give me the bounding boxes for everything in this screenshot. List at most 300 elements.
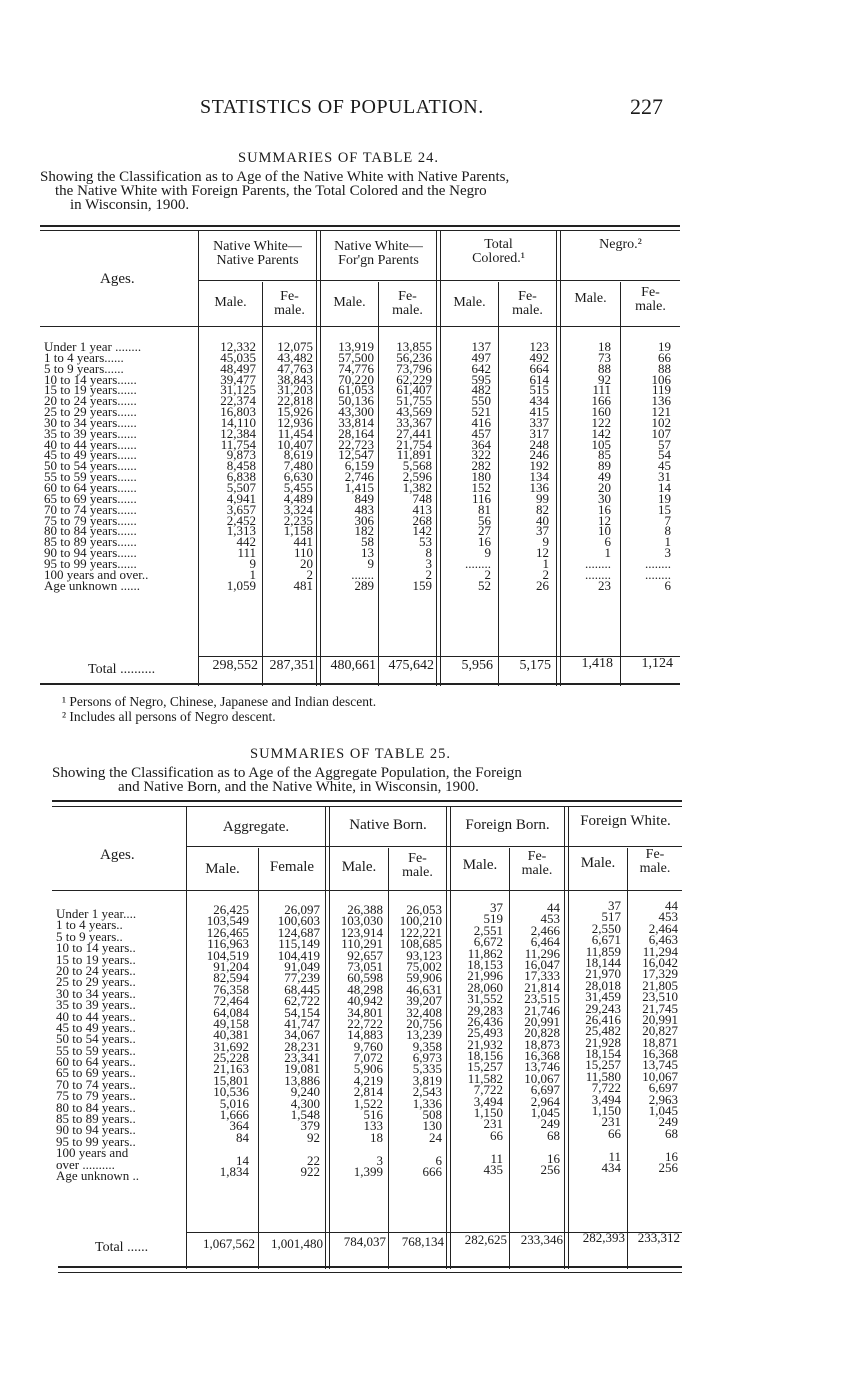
table-cell: 3 <box>376 1152 383 1168</box>
table-cell: 2,963 <box>648 1091 678 1107</box>
table-cell: 102 <box>651 414 671 430</box>
table-cell: 23,515 <box>524 991 560 1007</box>
age-label: 35 to 39 years.. <box>56 997 136 1013</box>
table-cell: 1,666 <box>219 1107 249 1123</box>
table-cell: 49,158 <box>213 1015 249 1031</box>
table-cell: 123 <box>529 339 549 354</box>
table-cell: 37 <box>536 523 549 539</box>
table-cell: 364 <box>229 1118 249 1134</box>
table-cell: 45,035 <box>220 349 256 365</box>
table-cell: 105 <box>591 436 611 452</box>
table-cell: 2 <box>425 566 432 582</box>
table-cell: 12 <box>536 545 549 561</box>
table-cell: 40,381 <box>213 1027 249 1043</box>
table-cell: 66 <box>658 349 671 365</box>
table-cell: 453 <box>658 909 678 925</box>
table-cell: 9,240 <box>290 1084 320 1100</box>
header-female: Fe- male. <box>635 285 666 314</box>
table-cell: 1,059 <box>226 577 256 593</box>
table-cell: 34,801 <box>347 1004 383 1020</box>
total-value: 1,418 <box>581 656 613 671</box>
table-cell: 18,871 <box>642 1034 678 1050</box>
table-cell: 666 <box>422 1163 442 1179</box>
table-cell: 435 <box>483 1161 503 1177</box>
header-bottom-rule <box>52 890 682 891</box>
table-cell: 492 <box>529 349 549 365</box>
table-cell: 21,814 <box>524 979 560 995</box>
table-cell: 4,489 <box>283 490 313 506</box>
age-label: 30 to 34 years.. <box>56 985 136 1001</box>
table-cell: 18,144 <box>585 954 621 970</box>
table-cell: 152 <box>471 479 491 495</box>
table-cell: 231 <box>601 1114 621 1130</box>
total-value: 5,956 <box>461 658 493 673</box>
header-female: Female <box>269 859 315 875</box>
table-cell: 56 <box>478 512 491 528</box>
table-cell: 5,568 <box>402 458 432 474</box>
table-cell: 15,801 <box>213 1072 249 1088</box>
table-cell: 20 <box>598 479 611 495</box>
table-cell: 51,755 <box>396 393 432 409</box>
table-cell: 13,239 <box>406 1027 442 1043</box>
table-cell: 6,838 <box>226 469 256 485</box>
table-25-title: SUMMARIES OF TABLE 25. <box>250 746 452 762</box>
header-female: Fe- male. <box>392 289 423 318</box>
table-cell: 16,042 <box>642 954 678 970</box>
table-cell: 180 <box>471 469 491 485</box>
table-cell: 6,973 <box>412 1050 442 1066</box>
age-label: Age unknown ...... <box>44 577 141 593</box>
table-cell: 15 <box>658 501 671 517</box>
table-24-title: SUMMARIES OF TABLE 24. <box>238 150 440 166</box>
header-male: Male. <box>462 857 498 873</box>
table-cell: 483 <box>354 501 374 517</box>
table-cell: 15,257 <box>467 1059 503 1075</box>
table-cell: 20,827 <box>642 1023 678 1039</box>
age-label: 95 to 99 years...... <box>44 555 137 571</box>
table-cell: 28,018 <box>585 977 621 993</box>
table-cell: 519 <box>483 911 503 927</box>
table-cell: 64,084 <box>213 1004 249 1020</box>
table-cell <box>389 1143 442 1154</box>
table-cell: 3,324 <box>283 501 313 517</box>
table-cell: 53 <box>419 534 432 550</box>
table-cell: 26,097 <box>284 902 320 917</box>
table-cell: 29,283 <box>467 1002 503 1018</box>
table-cell: 11 <box>608 1148 621 1164</box>
header-foreign-born: Foreign Born. <box>465 817 550 833</box>
table-cell: 16,047 <box>524 956 560 972</box>
table-cell: 93,123 <box>406 947 442 963</box>
table-cell: 72,464 <box>213 993 249 1009</box>
age-label: Age unknown .. <box>56 1167 140 1183</box>
age-label: 55 to 59 years...... <box>44 469 137 485</box>
table-cell: 21,805 <box>642 977 678 993</box>
table-cell: 434 <box>529 393 549 409</box>
age-label: 20 to 24 years.. <box>56 962 136 978</box>
table-cell: 11,859 <box>585 943 621 959</box>
table-cell: 73 <box>598 349 611 365</box>
total-value: 784,037 <box>343 1234 386 1249</box>
column-foreign-white-female <box>628 900 678 1173</box>
page-number: 227 <box>630 94 663 119</box>
table-cell: 550 <box>471 393 491 409</box>
table-cell: 481 <box>293 577 313 593</box>
table-cell: 37 <box>608 898 621 913</box>
table-cell: 119 <box>651 382 671 398</box>
table-cell: 21,754 <box>396 436 432 452</box>
table-cell: 246 <box>529 447 549 463</box>
table-cell: 11,754 <box>220 436 256 452</box>
table-cell: 38,843 <box>277 371 313 387</box>
table-cell: 482 <box>471 382 491 398</box>
divider <box>556 231 557 686</box>
table-cell: 32,408 <box>406 1004 442 1020</box>
column-colored-female <box>499 339 549 593</box>
table-cell: 19 <box>658 339 671 354</box>
total-value: 5,175 <box>519 658 551 673</box>
table-cell: 103,030 <box>340 913 383 929</box>
ages-header: Ages. <box>100 271 135 287</box>
table-cell: 54,154 <box>284 1004 320 1020</box>
table-cell: 6,159 <box>344 458 374 474</box>
header-male: Male. <box>214 295 247 310</box>
age-label: 80 to 84 years...... <box>44 523 137 539</box>
table-cell: 289 <box>354 577 374 593</box>
ages-column <box>56 908 139 1181</box>
age-label: 45 to 49 years.. <box>56 1019 136 1035</box>
table-cell: 849 <box>354 490 374 506</box>
table-cell: 100,603 <box>277 913 320 929</box>
table-cell: 39,477 <box>220 371 256 387</box>
table-cell: 12,936 <box>277 414 313 430</box>
table-cell: 19 <box>658 490 671 506</box>
age-label: 15 to 19 years.. <box>56 951 136 967</box>
table-cell: 88 <box>598 360 611 376</box>
table-cell: 82 <box>536 501 549 517</box>
table-cell: 16,368 <box>642 1046 678 1062</box>
header-female: Fe- male. <box>274 289 305 318</box>
table-cell: 22,722 <box>347 1015 383 1031</box>
table-cell: 104,419 <box>277 947 320 963</box>
table-cell: 21,932 <box>467 1036 503 1052</box>
table-cell: ........ <box>585 566 611 582</box>
table-cell: 4,219 <box>353 1072 383 1088</box>
table-cell: 76,358 <box>213 981 249 997</box>
age-label: 55 to 59 years.. <box>56 1042 136 1058</box>
header-male: Male. <box>574 291 607 306</box>
age-label: 70 to 74 years...... <box>44 501 137 517</box>
table-cell: 77,239 <box>284 970 320 986</box>
column-colored-male <box>441 339 491 593</box>
table-cell: 442 <box>236 534 256 550</box>
table-cell: 52 <box>478 577 491 593</box>
table-cell: 159 <box>412 577 432 593</box>
table-cell: 103,549 <box>206 913 249 929</box>
total-value: 1,124 <box>641 656 673 671</box>
table-cell: 134 <box>529 469 549 485</box>
age-label: 75 to 79 years...... <box>44 512 137 528</box>
table-cell: 7,072 <box>353 1050 383 1066</box>
table-cell: 2 <box>542 566 549 582</box>
table-cell: 122 <box>591 414 611 430</box>
table-cell: 8 <box>425 545 432 561</box>
column-negro-male <box>561 339 611 593</box>
table-cell: 20,991 <box>524 1013 560 1029</box>
table-cell: 111 <box>592 382 611 398</box>
table-cell: 2,466 <box>530 922 560 938</box>
table-cell: 3,494 <box>591 1091 621 1107</box>
table-cell: 922 <box>300 1163 320 1179</box>
table-cell: 50,136 <box>338 393 374 409</box>
age-label: 20 to 24 years...... <box>44 393 137 409</box>
table-cell: 9,358 <box>412 1038 442 1054</box>
table-cell: 6,464 <box>530 934 560 950</box>
table-cell: 249 <box>540 1116 560 1132</box>
table-cell: 10,407 <box>277 436 313 452</box>
table-cell: 126,465 <box>206 924 249 940</box>
table-cell: 1,150 <box>473 1105 503 1121</box>
age-label: 60 to 64 years.. <box>56 1054 136 1070</box>
table-cell: 66 <box>608 1125 621 1141</box>
table-cell: 192 <box>529 458 549 474</box>
table-cell: 664 <box>529 360 549 376</box>
table-cell: 415 <box>529 404 549 420</box>
table-cell: 268 <box>412 512 432 528</box>
table-cell: 136 <box>651 393 671 409</box>
table-cell: 26,053 <box>406 902 442 917</box>
age-label: 35 to 39 years...... <box>44 425 137 441</box>
column-nwnp-female <box>263 339 313 593</box>
table-cell: 108,685 <box>399 936 442 952</box>
table-cell: 21,996 <box>467 968 503 984</box>
table-cell: 61,053 <box>338 382 374 398</box>
table-cell: 6 <box>604 534 611 550</box>
table-cell: 15,257 <box>585 1057 621 1073</box>
table-cell: 48,298 <box>347 981 383 997</box>
table-cell: 18,873 <box>524 1036 560 1052</box>
header-aggregate: Aggregate. <box>222 819 290 835</box>
total-value: 282,393 <box>582 1230 625 1245</box>
table-cell: 413 <box>412 501 432 517</box>
table-cell: 16,803 <box>220 404 256 420</box>
table-cell: 595 <box>471 371 491 387</box>
table-cell: 31 <box>658 469 671 485</box>
table-cell: 1,522 <box>353 1095 383 1111</box>
table-cell: 7,722 <box>473 1082 503 1098</box>
age-label: 25 to 29 years...... <box>44 404 137 420</box>
table-cell: 1,158 <box>283 523 313 539</box>
table-cell: ........ <box>585 555 611 571</box>
table-cell: 68,445 <box>284 981 320 997</box>
table-cell: 1 <box>249 566 256 582</box>
table-cell: 73,051 <box>347 958 383 974</box>
table-cell: 6,697 <box>648 1080 678 1096</box>
table-cell: 15,926 <box>277 404 313 420</box>
table-cell: 1,045 <box>530 1105 560 1121</box>
table-cell: 2,746 <box>344 469 374 485</box>
table-cell: 74,776 <box>338 360 374 376</box>
table-cell: 28,164 <box>338 425 374 441</box>
table-cell: 59,906 <box>406 970 442 986</box>
table-cell: 48,497 <box>220 360 256 376</box>
table-cell: 130 <box>422 1118 442 1134</box>
table-cell: 14,110 <box>220 414 256 430</box>
table-24-top-rule-2 <box>40 230 680 231</box>
table-cell: 70,220 <box>338 371 374 387</box>
table-cell: 43,482 <box>277 349 313 365</box>
table-cell: 6,463 <box>648 932 678 948</box>
table-cell: 7,480 <box>283 458 313 474</box>
table-cell: 12,547 <box>338 447 374 463</box>
table-cell: 49 <box>598 469 611 485</box>
table-cell: 379 <box>300 1118 320 1134</box>
table-cell: 62,229 <box>396 371 432 387</box>
table-cell: 12,075 <box>277 339 313 354</box>
table-cell: 9 <box>484 545 491 561</box>
table-cell: 1 <box>664 534 671 550</box>
table-cell: 453 <box>540 911 560 927</box>
column-nwfp-male <box>321 339 374 593</box>
table-cell: 56,236 <box>396 349 432 365</box>
table-cell: 2 <box>484 566 491 582</box>
age-label: 70 to 74 years.. <box>56 1076 136 1092</box>
table-cell: 508 <box>422 1107 442 1123</box>
age-label: Under 1 year.... <box>56 906 137 921</box>
table-cell: 24 <box>429 1129 442 1145</box>
total-value: 282,625 <box>464 1232 507 1247</box>
table-cell: 5,455 <box>283 479 313 495</box>
table-cell: 2,964 <box>530 1093 560 1109</box>
table-cell: 2,550 <box>591 920 621 936</box>
table-cell: 57,500 <box>338 349 374 365</box>
header-native-white-native-parents: Native White— Native Parents <box>213 239 302 268</box>
table-cell: 21,970 <box>585 966 621 982</box>
table-cell: 136 <box>529 479 549 495</box>
total-label: Total ...... <box>95 1240 149 1255</box>
table-cell: 22,723 <box>338 436 374 452</box>
age-label: 80 to 84 years.. <box>56 1099 136 1115</box>
table-cell: 2,464 <box>648 920 678 936</box>
table-cell: 6,672 <box>473 934 503 950</box>
table-cell: 54 <box>658 447 671 463</box>
table-cell: 44 <box>547 900 560 915</box>
table-cell: 20 <box>300 555 313 571</box>
table-cell: 457 <box>471 425 491 441</box>
table-cell: 9 <box>367 555 374 571</box>
table-cell: 6,671 <box>591 932 621 948</box>
table-cell: 6,630 <box>283 469 313 485</box>
table-cell: ........ <box>465 555 491 571</box>
table-cell: 91,204 <box>213 958 249 974</box>
column-aggregate-male <box>187 904 249 1177</box>
total-label: Total .......... <box>88 662 156 677</box>
table-cell: 5,016 <box>219 1095 249 1111</box>
table-cell: 1,415 <box>344 479 374 495</box>
table-cell: 12 <box>598 512 611 528</box>
table-cell: 3,819 <box>412 1072 442 1088</box>
table-cell: 231 <box>483 1116 503 1132</box>
table-cell: 4,300 <box>290 1095 320 1111</box>
table-cell: 47,763 <box>277 360 313 376</box>
table-cell: 11,582 <box>467 1070 503 1086</box>
table-cell: 16 <box>547 1150 560 1166</box>
table-cell: 337 <box>529 414 549 430</box>
table-cell: 3 <box>425 555 432 571</box>
age-label: 30 to 34 years...... <box>44 414 137 430</box>
table-cell: 22 <box>307 1152 320 1168</box>
table-cell: 57 <box>658 436 671 452</box>
table-cell: 12,384 <box>220 425 256 441</box>
table-cell: 16 <box>598 501 611 517</box>
total-value: 233,312 <box>637 1230 680 1245</box>
table-cell: 116,963 <box>207 936 249 952</box>
table-cell: 110 <box>293 545 313 561</box>
table-cell: 106 <box>651 371 671 387</box>
header-male: Male. <box>333 295 366 310</box>
table-cell: 416 <box>471 414 491 430</box>
table-cell: 91,049 <box>284 958 320 974</box>
table-cell: 18,156 <box>467 1048 503 1064</box>
total-value: 298,552 <box>212 658 258 673</box>
table-cell: 5,906 <box>353 1061 383 1077</box>
table-cell: 58 <box>361 534 374 550</box>
table-cell: 7,722 <box>591 1080 621 1096</box>
table-cell: 317 <box>529 425 549 441</box>
table-cell: 1,834 <box>219 1163 249 1179</box>
header-male: Male. <box>580 855 616 871</box>
table-cell: 166 <box>591 393 611 409</box>
table-cell: 116 <box>471 490 491 506</box>
table-cell: 14 <box>658 479 671 495</box>
table-cell: 30 <box>598 490 611 506</box>
table-cell: 92 <box>307 1129 320 1145</box>
age-label: 100 years and <box>56 1145 129 1161</box>
table-cell: 40 <box>536 512 549 528</box>
table-cell: 11,862 <box>467 945 503 961</box>
age-label: 5 to 9 years.. <box>56 928 123 944</box>
table-cell: 497 <box>471 349 491 365</box>
table-24-description: Showing the Classification as to Age of the Native White with Native Parents, the Native White with Foreign Parents, the Total Colored and the Negro in Wisconsin, 1900. <box>40 169 510 213</box>
header-male: Male. <box>205 861 240 877</box>
header-native-born: Native Born. <box>349 817 427 833</box>
table-cell: 8 <box>664 523 671 539</box>
age-label: 45 to 49 years...... <box>44 447 137 463</box>
table-cell: 256 <box>658 1159 678 1175</box>
table-cell: 13,745 <box>642 1057 678 1073</box>
table-cell: 33,367 <box>396 414 432 430</box>
table-cell: 31,552 <box>467 991 503 1007</box>
table-25-top-rule-2 <box>52 806 682 807</box>
table-cell: 137 <box>471 339 491 354</box>
table-cell: 1,382 <box>402 479 432 495</box>
table-cell: 748 <box>412 490 432 506</box>
table-cell: 100,210 <box>399 913 442 929</box>
table-cell: 6 <box>435 1152 442 1168</box>
table-cell: 26,436 <box>467 1013 503 1029</box>
table-cell: 68 <box>665 1125 678 1141</box>
table-cell: 66 <box>490 1127 503 1143</box>
table-cell: 2,814 <box>353 1084 383 1100</box>
table-cell: 26,416 <box>585 1011 621 1027</box>
table-cell: 123,914 <box>340 924 383 940</box>
table-cell: 21,745 <box>642 1000 678 1016</box>
table-cell: 10,067 <box>524 1070 560 1086</box>
ages-header: Ages. <box>100 847 135 863</box>
age-label: 50 to 54 years.. <box>56 1031 136 1047</box>
ages-column <box>44 339 149 593</box>
table-cell: 5,335 <box>412 1061 442 1077</box>
